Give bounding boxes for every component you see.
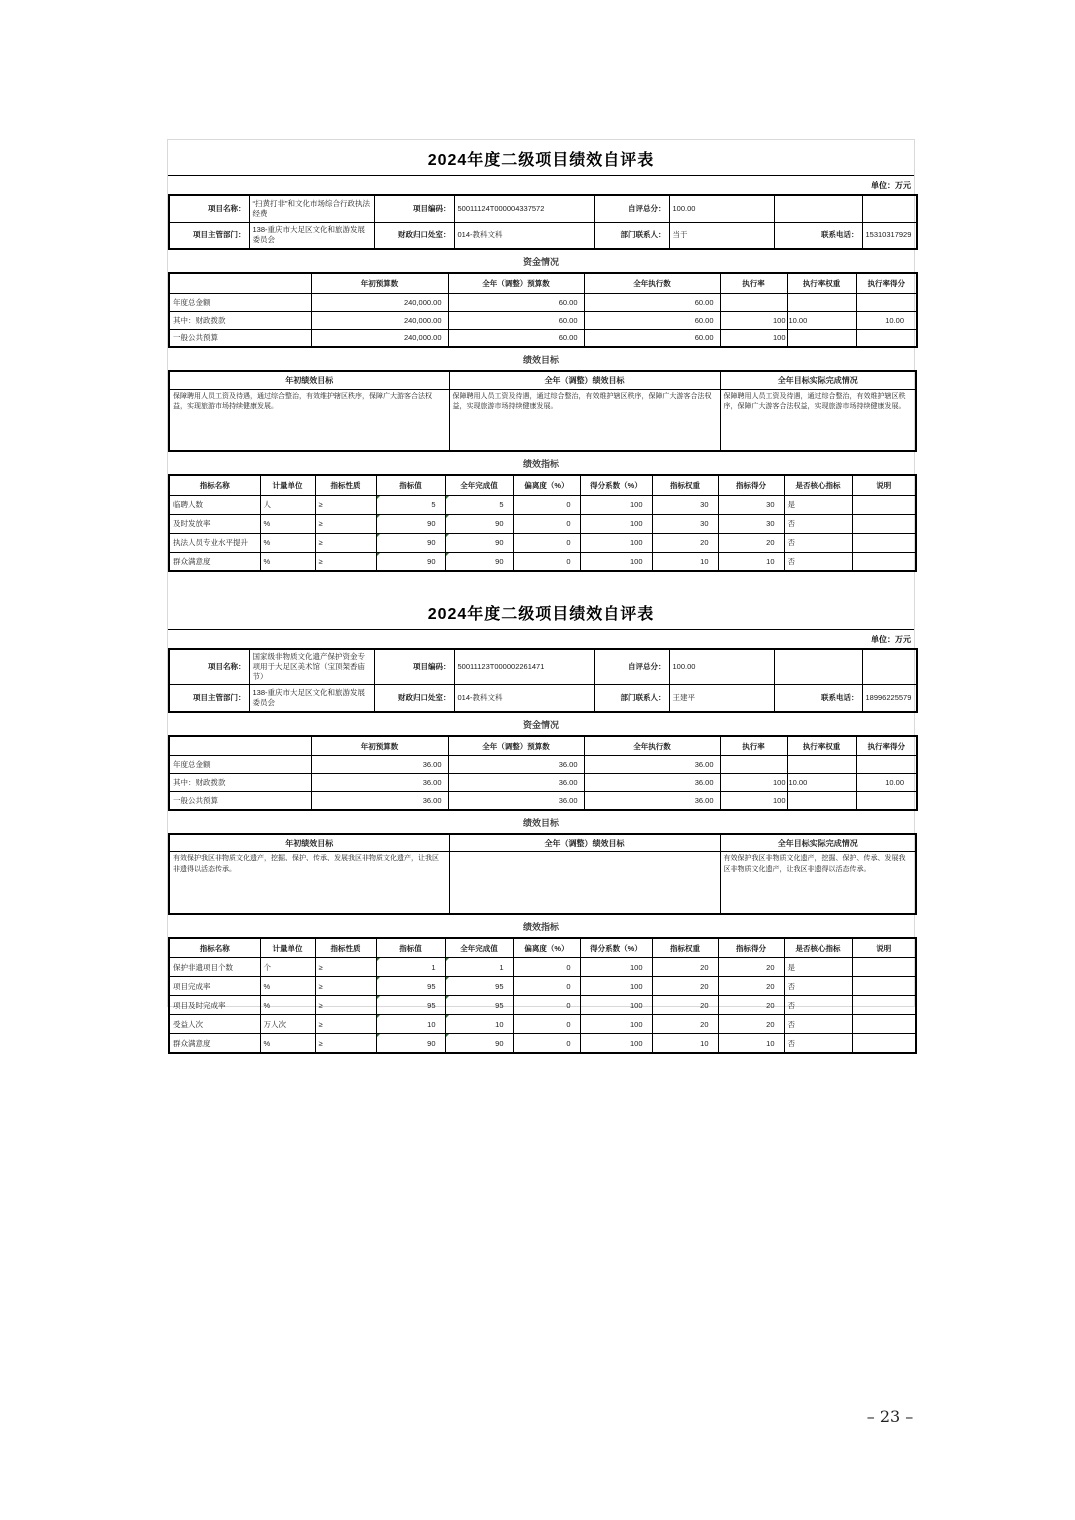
table-cell: 20	[718, 1015, 784, 1034]
column-header: 得分系数（%）	[580, 475, 652, 495]
funding-table	[168, 735, 918, 811]
report-title: 2024年度二级项目绩效自评表	[427, 152, 655, 169]
phone-value: 15310317929	[862, 222, 917, 249]
self-score-value: 100.00	[669, 649, 774, 685]
table-cell: 20	[652, 996, 718, 1015]
project-name-label: 项目名称：	[169, 649, 249, 685]
self-score-label: 自评总分：	[594, 649, 669, 685]
goal-text: 有效保护我区非物质文化遗产，挖掘、保护、传承、发展我区非物质文化遗产，让我区非遗得以活态传承。	[169, 852, 449, 914]
table-cell: 否	[784, 977, 852, 996]
column-header: 指标值	[376, 475, 445, 495]
column-header: 全年（调整）预算数	[448, 736, 584, 756]
table-cell: 人	[260, 495, 315, 514]
table-cell: 否	[784, 533, 852, 552]
table-cell: 95	[445, 977, 513, 996]
table-cell	[852, 1034, 916, 1053]
document-page	[167, 139, 915, 1048]
table-cell: 100	[580, 1015, 652, 1034]
column-header: 全年执行数	[584, 273, 720, 293]
table-row	[169, 293, 917, 311]
column-header: 执行率得分	[856, 273, 917, 293]
table-cell: 90	[445, 514, 513, 533]
table-cell: 否	[784, 996, 852, 1015]
table-cell	[856, 792, 917, 810]
table-cell: 30	[718, 514, 784, 533]
column-header: 执行率权重	[787, 736, 856, 756]
table-cell	[852, 996, 916, 1015]
empty-cell	[862, 649, 917, 685]
table-cell: 95	[376, 996, 445, 1015]
unit-label: 单位：万元	[168, 175, 914, 194]
table-header-row	[169, 834, 916, 852]
column-header: 指标性质	[315, 475, 376, 495]
table-cell: 20	[652, 958, 718, 977]
project-name-value: “扫黄打非”和文化市场综合行政执法经费	[249, 195, 374, 222]
funding-row-label: 年度总金额	[169, 756, 311, 774]
self-score-label: 自评总分：	[594, 195, 669, 222]
table-cell: 0	[513, 495, 580, 514]
table-header-row	[169, 475, 916, 495]
table-cell: 60.00	[584, 311, 720, 329]
table-cell: 90	[376, 533, 445, 552]
table-cell: 100	[580, 996, 652, 1015]
contact-label: 部门联系人：	[594, 685, 669, 712]
table-cell: 36.00	[448, 774, 584, 792]
table-cell: 30	[718, 495, 784, 514]
column-header: 指标权重	[652, 938, 718, 958]
column-header: 全年目标实际完成情况	[720, 371, 916, 389]
table-header-row	[169, 938, 916, 958]
table-row	[169, 533, 916, 552]
empty-cell	[862, 195, 917, 222]
table-cell: 0	[513, 977, 580, 996]
table-cell: 个	[260, 958, 315, 977]
contact-label: 部门联系人：	[594, 222, 669, 249]
table-cell: 10.00	[787, 774, 856, 792]
table-cell: 36.00	[584, 774, 720, 792]
table-cell: 项目及时完成率	[169, 996, 260, 1015]
table-cell: ≥	[315, 552, 376, 571]
funding-row-label: 其中：财政拨款	[169, 311, 311, 329]
funding-row-label: 年度总金额	[169, 293, 311, 311]
column-header: 说明	[852, 938, 916, 958]
column-header: 指标名称	[169, 938, 260, 958]
column-header: 指标得分	[718, 475, 784, 495]
column-header: 年初绩效目标	[169, 834, 449, 852]
table-cell: 万人次	[260, 1015, 315, 1034]
indicators-table	[168, 937, 917, 1054]
project-name-value: 国家级非物质文化遗产保护资金专项用于大足区美术馆（宝顶架香庙节）	[249, 649, 374, 685]
table-cell	[852, 1015, 916, 1034]
table-cell: 20	[718, 977, 784, 996]
funding-section-title: 资金情况	[522, 257, 559, 267]
project-code-label: 项目编码：	[374, 195, 454, 222]
column-header: 全年完成值	[445, 475, 513, 495]
column-header: 全年目标实际完成情况	[720, 834, 916, 852]
table-cell: 20	[652, 977, 718, 996]
performance-report	[168, 594, 914, 1054]
table-cell: %	[260, 514, 315, 533]
table-cell: ≥	[315, 996, 376, 1015]
table-row	[169, 1015, 916, 1034]
table-cell: 100	[580, 533, 652, 552]
table-row	[169, 329, 917, 347]
table-cell: 1	[376, 958, 445, 977]
column-header: 偏离度（%）	[513, 475, 580, 495]
table-cell: 20	[652, 1015, 718, 1034]
table-cell: ≥	[315, 533, 376, 552]
project-info-table	[168, 194, 918, 250]
table-cell	[852, 495, 916, 514]
table-cell: 否	[784, 1015, 852, 1034]
department-label: 项目主管部门：	[169, 222, 249, 249]
table-cell: 20	[652, 533, 718, 552]
table-cell: 群众满意度	[169, 1034, 260, 1053]
table-cell: 60.00	[448, 293, 584, 311]
table-cell: 0	[513, 958, 580, 977]
table-cell: ≥	[315, 958, 376, 977]
department-label: 项目主管部门：	[169, 685, 249, 712]
indicators-table	[168, 474, 917, 572]
goal-text: 保障聘用人员工资及待遇，通过综合整治，有效维护辖区秩序，保障广大游客合法权益，实现旅游市场持续健康发展。	[449, 389, 720, 451]
table-cell: ≥	[315, 514, 376, 533]
table-cell: ≥	[315, 1034, 376, 1053]
contact-value: 当于	[669, 222, 774, 249]
table-cell	[787, 329, 856, 347]
table-cell: ≥	[315, 977, 376, 996]
project-name-label: 项目名称：	[169, 195, 249, 222]
indicators-section-title: 绩效指标	[522, 921, 559, 932]
column-header: 指标得分	[718, 938, 784, 958]
phone-label: 联系电话：	[774, 685, 862, 712]
table-row	[169, 685, 917, 712]
table-cell	[852, 958, 916, 977]
performance-report	[168, 140, 914, 572]
table-cell: 90	[445, 552, 513, 571]
table-cell: ≥	[315, 495, 376, 514]
table-cell: 36.00	[311, 756, 448, 774]
goals-table	[168, 370, 917, 452]
column-header: 计量单位	[260, 475, 315, 495]
table-cell	[852, 977, 916, 996]
table-cell: 36.00	[311, 792, 448, 810]
table-cell: 100	[720, 311, 787, 329]
goals-table	[168, 833, 917, 915]
table-cell: 0	[513, 533, 580, 552]
indicators-section-title: 绩效指标	[522, 459, 559, 469]
table-cell: 20	[718, 996, 784, 1015]
column-header: 偏离度（%）	[513, 938, 580, 958]
project-code-label: 项目编码：	[374, 649, 454, 685]
column-header: 指标值	[376, 938, 445, 958]
table-cell: 10	[445, 1015, 513, 1034]
column-header: 计量单位	[260, 938, 315, 958]
table-cell: 90	[376, 1034, 445, 1053]
table-cell: 240,000.00	[311, 329, 448, 347]
finance-office-label: 财政归口处室：	[374, 222, 454, 249]
column-header: 是否核心指标	[784, 938, 852, 958]
table-cell: %	[260, 552, 315, 571]
table-header-row	[169, 736, 917, 756]
column-header: 得分系数（%）	[580, 938, 652, 958]
column-header: 指标权重	[652, 475, 718, 495]
table-cell: 项目完成率	[169, 977, 260, 996]
table-cell: 100	[580, 495, 652, 514]
table-row	[169, 756, 917, 774]
table-cell: 100	[580, 514, 652, 533]
table-cell: 10	[718, 1034, 784, 1053]
project-info-table	[168, 648, 918, 713]
column-header: 指标名称	[169, 475, 260, 495]
table-row	[169, 514, 916, 533]
column-header: 全年（调整）预算数	[448, 273, 584, 293]
project-code-value: 50011124T000004337572	[454, 195, 594, 222]
table-cell: 10	[652, 552, 718, 571]
table-cell: 0	[513, 514, 580, 533]
goal-text: 保障聘用人员工资及待遇，通过综合整治，有效维护辖区秩序，保障广大游客合法权益，实现旅游市场持续健康发展。	[720, 389, 916, 451]
unit-label: 单位：万元	[168, 629, 914, 648]
table-cell: 及时发放率	[169, 514, 260, 533]
table-header-row	[169, 371, 916, 389]
table-cell	[787, 792, 856, 810]
table-cell: 0	[513, 996, 580, 1015]
table-cell: 36.00	[584, 756, 720, 774]
table-cell	[720, 293, 787, 311]
department-value: 138-重庆市大足区文化和旅游发展委员会	[249, 222, 374, 249]
table-cell: 95	[445, 996, 513, 1015]
table-cell: 10.00	[856, 774, 917, 792]
table-row	[169, 1034, 916, 1053]
table-row	[169, 222, 917, 249]
table-row	[169, 958, 916, 977]
table-cell: 保护非遗项目个数	[169, 958, 260, 977]
funding-section-title: 资金情况	[522, 719, 559, 730]
table-cell: %	[260, 977, 315, 996]
phone-label: 联系电话：	[774, 222, 862, 249]
table-cell: 36.00	[584, 792, 720, 810]
table-cell: 100	[580, 958, 652, 977]
table-row	[169, 852, 916, 914]
column-header: 年初绩效目标	[169, 371, 449, 389]
report-title: 2024年度二级项目绩效自评表	[427, 606, 655, 623]
table-cell: 否	[784, 552, 852, 571]
table-cell: %	[260, 533, 315, 552]
table-cell: %	[260, 996, 315, 1015]
table-cell: 90	[445, 533, 513, 552]
table-cell: 5	[445, 495, 513, 514]
table-cell: 100	[720, 329, 787, 347]
table-cell: 20	[718, 533, 784, 552]
table-cell: 否	[784, 514, 852, 533]
table-cell: 60.00	[448, 329, 584, 347]
table-cell: %	[260, 1034, 315, 1053]
table-cell: 20	[718, 958, 784, 977]
finance-office-label: 财政归口处室：	[374, 685, 454, 712]
self-score-value: 100.00	[669, 195, 774, 222]
table-cell: 90	[376, 552, 445, 571]
table-cell: 100	[580, 552, 652, 571]
table-cell	[856, 329, 917, 347]
table-cell: 240,000.00	[311, 311, 448, 329]
funding-table	[168, 272, 918, 348]
column-header: 是否核心指标	[784, 475, 852, 495]
table-cell: 90	[445, 1034, 513, 1053]
column-header: 全年执行数	[584, 736, 720, 756]
table-cell: 100	[580, 1034, 652, 1053]
table-cell: 100	[720, 792, 787, 810]
table-cell: 1	[445, 958, 513, 977]
finance-office-value: 014-教科文科	[454, 222, 594, 249]
funding-row-label: 其中：财政拨款	[169, 774, 311, 792]
funding-row-label: 一般公共预算	[169, 792, 311, 810]
table-row	[169, 195, 917, 222]
table-cell: 受益人次	[169, 1015, 260, 1034]
table-header-row	[169, 273, 917, 293]
table-cell: 10.00	[856, 311, 917, 329]
table-cell: 36.00	[311, 774, 448, 792]
table-cell: 60.00	[584, 329, 720, 347]
table-cell	[852, 514, 916, 533]
contact-value: 王建平	[669, 685, 774, 712]
goal-text	[449, 852, 720, 914]
column-header: 指标性质	[315, 938, 376, 958]
table-cell: 100	[720, 774, 787, 792]
table-cell: 是	[784, 958, 852, 977]
table-row	[169, 552, 916, 571]
table-cell: 0	[513, 552, 580, 571]
phone-value: 18996225579	[862, 685, 917, 712]
table-cell	[852, 552, 916, 571]
column-header: 年初预算数	[311, 273, 448, 293]
page-number: – 23 –	[866, 1407, 914, 1426]
table-row	[169, 792, 917, 810]
column-header	[169, 273, 311, 293]
table-cell: 30	[652, 495, 718, 514]
column-header: 全年完成值	[445, 938, 513, 958]
column-header	[169, 736, 311, 756]
table-cell: 0	[513, 1034, 580, 1053]
table-cell	[856, 756, 917, 774]
table-cell	[856, 293, 917, 311]
table-cell: 否	[784, 1034, 852, 1053]
table-cell: 30	[652, 514, 718, 533]
table-cell: 0	[513, 1015, 580, 1034]
table-cell: 10	[718, 552, 784, 571]
finance-office-value: 014-教科文科	[454, 685, 594, 712]
table-row	[169, 311, 917, 329]
table-cell: 10	[376, 1015, 445, 1034]
table-cell	[720, 756, 787, 774]
table-cell	[852, 533, 916, 552]
table-cell	[787, 293, 856, 311]
table-cell: 36.00	[448, 792, 584, 810]
table-row	[169, 977, 916, 996]
column-header: 执行率	[720, 273, 787, 293]
table-cell: ≥	[315, 1015, 376, 1034]
table-row	[169, 495, 916, 514]
column-header: 年初预算数	[311, 736, 448, 756]
table-cell: 执法人员专业水平提升	[169, 533, 260, 552]
column-header: 执行率权重	[787, 273, 856, 293]
table-cell	[787, 756, 856, 774]
table-cell: 是	[784, 495, 852, 514]
table-cell: 10.00	[787, 311, 856, 329]
table-row	[169, 649, 917, 685]
funding-row-label: 一般公共预算	[169, 329, 311, 347]
column-header: 说明	[852, 475, 916, 495]
department-value: 138-重庆市大足区文化和旅游发展委员会	[249, 685, 374, 712]
empty-cell	[774, 195, 862, 222]
table-cell: 10	[652, 1034, 718, 1053]
table-cell: 100	[580, 977, 652, 996]
column-header: 执行率得分	[856, 736, 917, 756]
goals-section-title: 绩效目标	[522, 355, 559, 365]
project-code-value: 50011123T000002261471	[454, 649, 594, 685]
table-row	[169, 774, 917, 792]
table-row	[169, 996, 916, 1015]
table-row	[169, 389, 916, 451]
table-cell: 90	[376, 514, 445, 533]
goals-section-title: 绩效目标	[522, 817, 559, 828]
table-cell: 240,000.00	[311, 293, 448, 311]
goal-text: 保障聘用人员工资及待遇，通过综合整治，有效维护辖区秩序，保障广大游客合法权益，实现旅游市场持续健康发展。	[169, 389, 449, 451]
table-cell: 36.00	[448, 756, 584, 774]
table-cell: 60.00	[584, 293, 720, 311]
empty-cell	[774, 649, 862, 685]
column-header: 全年（调整）绩效目标	[449, 834, 720, 852]
table-cell: 群众满意度	[169, 552, 260, 571]
column-header: 全年（调整）绩效目标	[449, 371, 720, 389]
table-cell: 临聘人数	[169, 495, 260, 514]
table-cell: 95	[376, 977, 445, 996]
goal-text: 有效保护我区非物质文化遗产，挖掘、保护、传承、发展我区非物质文化遗产，让我区非遗得以活态传承。	[720, 852, 916, 914]
table-cell: 5	[376, 495, 445, 514]
table-cell: 60.00	[448, 311, 584, 329]
column-header: 执行率	[720, 736, 787, 756]
